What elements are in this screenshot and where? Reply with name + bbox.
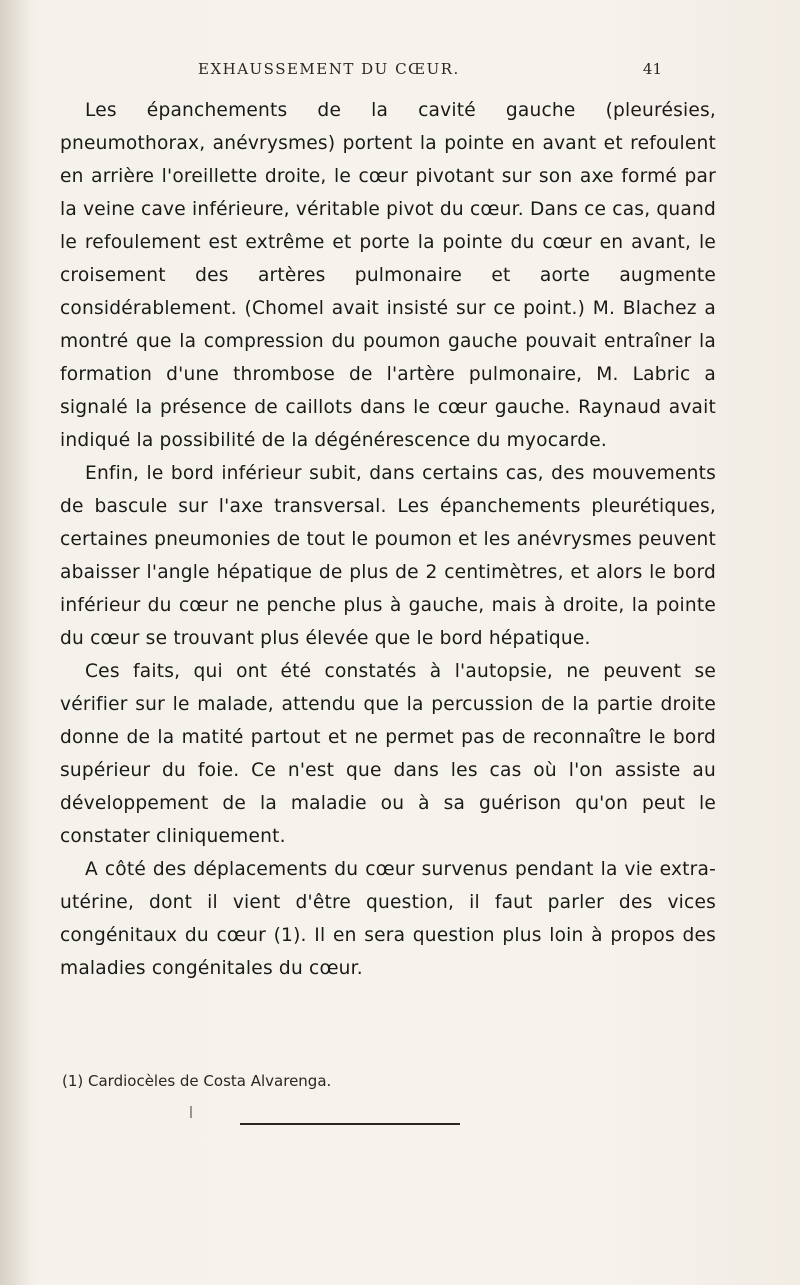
end-rule [240, 1123, 460, 1125]
page-header [138, 60, 662, 84]
print-mark [190, 1106, 192, 1118]
paragraph-4: A côté des déplacements du cœur survenus pendant la vie extra-utérine, dont il vient d'être question, il faut parler des vices congénitaux du cœur (1). Il en sera question plus loin à propos des maladies congénitales du cœur. [60, 859, 716, 979]
footnote: (1) Cardiocèles de Costa Alvarenga. [62, 1072, 332, 1090]
page-binding-shadow [0, 0, 30, 1285]
page-number: 41 [642, 60, 662, 78]
running-title: EXHAUSSEMENT DU CŒUR. [198, 60, 460, 78]
paragraph-3: Ces faits, qui ont été constatés à l'autopsie, ne peuvent se vérifier sur le malade, attendu que la percussion de la partie droite donne de la matité partout et ne permet pas de reconnaître le bord supérieur du foie. Ce n'est que dans les cas où l'on assiste au développement de la maladie ou à sa guérison qu'on peut le constater cliniquement. [60, 661, 716, 847]
body-text [60, 94, 716, 985]
paragraph-2: Enfin, le bord inférieur subit, dans certains cas, des mouvements de bascule sur l'axe transversal. Les épanchements pleurétiques, certaines pneumonies de tout le poumon et les anévrysmes peuvent abaisser l'angle hépatique de plus de 2 centimètres, et alors le bord inférieur du cœur ne penche plus à gauche, mais à droite, la pointe du cœur se trouvant plus élevée que le bord hépatique. [60, 463, 716, 649]
paragraph-1: Les épanchements de la cavité gauche (pleurésies, pneumothorax, anévrysmes) portent la pointe en avant et refoulent en arrière l'oreillette droite, le cœur pivotant sur son axe formé par la veine cave inférieure, véritable pivot du cœur. Dans ce cas, quand le refoulement est extrême et porte la pointe du cœur en avant, le croisement des artères pulmonaire et aorte augmente considérablement. (Chomel avait insisté sur ce point.) M. Blachez a montré que la compression du poumon gauche pouvait entraîner la formation d'une thrombose de l'artère pulmonaire, M. Labric a signalé la présence de caillots dans le cœur gauche. Raynaud avait indiqué la possibilité de la dégénérescence du myocarde. [60, 100, 716, 451]
